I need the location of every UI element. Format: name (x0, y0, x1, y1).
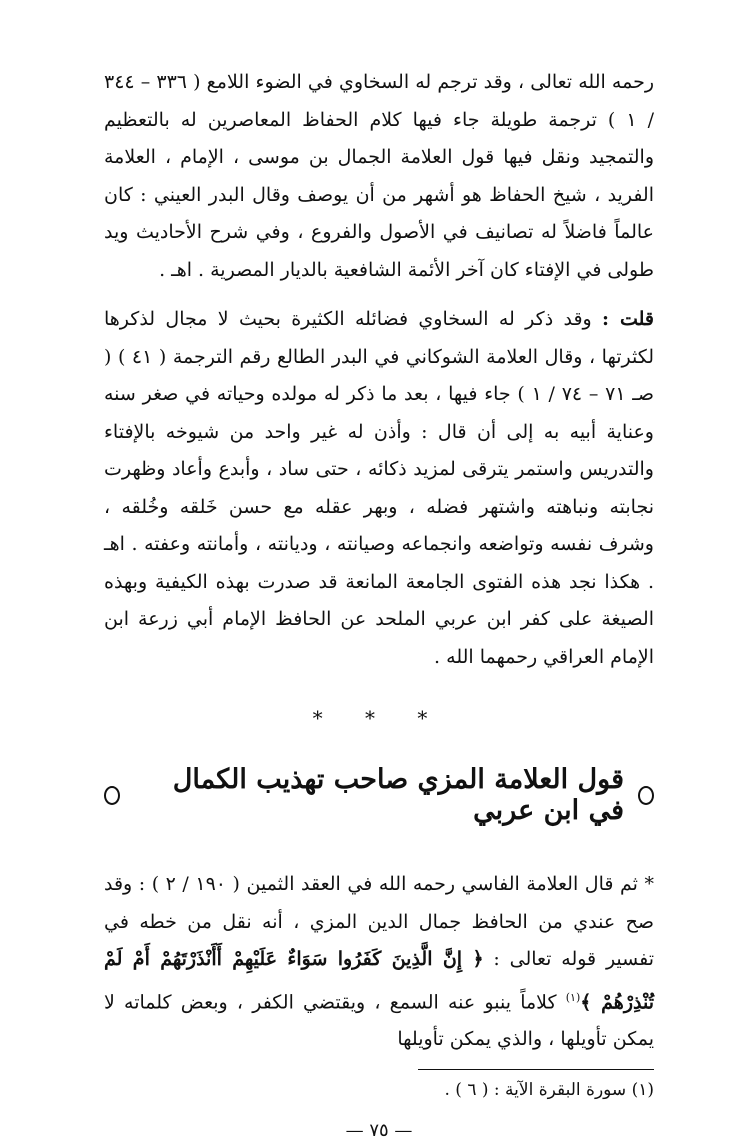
paragraph-3-continuation: كلاماً ينبو عنه السمع ، ويقتضي الكفر ، وبعض كلماته لا يمكن تأويلها ، والذي يمكن تأويلها (104, 990, 654, 1051)
section-heading-text: قول العلامة المزي صاحب تهذيب الكمال في ابن عربي (172, 764, 624, 826)
circle-ornament-icon (104, 786, 120, 805)
paragraph-3 (104, 866, 654, 1059)
paragraph-3-text: * ثم قال العلامة الفاسي رحمه الله في العقد الثمين ( ١٩٠ / ٢ ) : وقد صح عندي من الحافظ جمال الدين المزي ، أنه نقل من خطه في تفسير قوله تعالى : (104, 873, 655, 970)
paragraph-1-text: رحمه الله تعالى ، وقد ترجم له السخاوي في الضوء اللامع ( ٣٣٦ – ٣٤٤ / ١ ) ترجمة طويلة جاء فيها كلام الحفاظ المعاصرين له بالتعظيم والتمجيد ونقل فيها قول العلامة الجمال بن موسى ، الإمام ، العلامة الفريد ، شيخ الحفاظ هو أشهر من أن يوصف وقال البدر العيني : كان عالماً فاضلاً له تصانيف في الأصول والفروع ، وفي شرح الأحاديث ويد طولى في الإفتاء كان آخر الأئمة الشافعية بالديار المصرية . اهـ . (104, 71, 654, 281)
document-page (104, 64, 655, 1141)
section-separator: * * * (312, 706, 446, 730)
section-heading (104, 764, 654, 826)
footnote-divider (418, 1069, 654, 1070)
footnote: (١) سورة البقرة الآية : ( ٦ ) . (444, 1079, 654, 1100)
footnote-marker: (١) (565, 990, 581, 1004)
paragraph-2-text: وقد ذكر له السخاوي فضائله الكثيرة بحيث لا مجال لذكرها لكثرتها ، وقال العلامة الشوكاني في البدر الطالع رقم الترجمة ( ٤١ ) ( صـ ٧١ – ٧٤ / ١ ) جاء فيها ، بعد ما ذكر له مولده وحياته في صغر سنه وعناية أبيه به إلى أن قال : وأذن له غير واحد من شيوخه بالإفتاء والتدريس واستمر يترقى لمزيد ذكائه ، حتى ساد ، وأبدع وأعاد وظهرت نجابته ونباهته واشتهر فضله ، وبهر عقله مع حسن خَلقه وخُلقه ، وشرف نفسه وتواضعه وانجماعه وصيانته ، وديانته ، وأمانته وعفته . اهـ . هكذا نجد هذه الفتوى الجامعة المانعة قد صدرت بهذه الكيفية وبهذه الصيغة على كفر ابن عربي الملحد عن الحافظ الإمام أبي زرعة ابن الإمام العراقي رحمهما الله . (104, 308, 654, 668)
quran-verse: ﴿ إِنَّ الَّذِينَ كَفَرُوا سَوَاءٌ عَلَيْهِمْ أَأَنْذَرْتَهُمْ أَمْ لَمْ تُنْذِرْهُمْ ﴾ (104, 948, 654, 1013)
circle-ornament-icon (638, 786, 654, 805)
paragraph-1 (104, 64, 654, 289)
paragraph-2-lead: قلت : (602, 308, 654, 330)
page-number: — ٧٥ — (345, 1119, 413, 1141)
paragraph-2 (104, 301, 654, 676)
